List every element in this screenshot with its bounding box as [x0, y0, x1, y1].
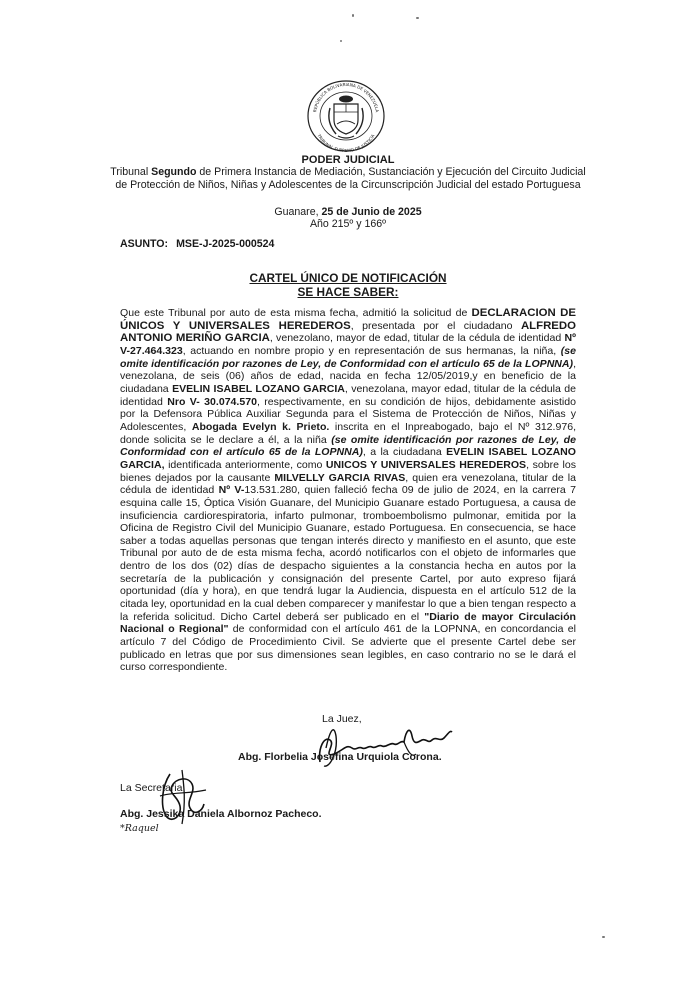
- body-text: , venezolana, mayor edad, titular de la cédula de identidad: [120, 382, 576, 408]
- date-line: [110, 206, 586, 219]
- body-text: , presentada por el ciudadano: [350, 319, 521, 332]
- secretary-label: La Secretaria,: [120, 782, 186, 794]
- secretary-name: Abg. Jessika Daniela Albornoz Pacheco.: [120, 808, 322, 820]
- coat-of-arms-seal-icon: [304, 78, 388, 154]
- body-bold: EVELIN ISABEL LOZANO GARCIA,: [120, 446, 577, 471]
- seal-text-top: REPÚBLICA BOLIVARIANA DE VENEZUELA: [312, 81, 380, 113]
- deceased-name: MILVELLY GARCIA RIVAS: [274, 471, 406, 484]
- body-bold: DECLARACION DE ÚNICOS Y UNIVERSALES HEREDEROS: [120, 307, 576, 332]
- notice-body: [120, 307, 576, 674]
- newspaper-requirement: "Diario de mayor Circulación Nacional o Regional": [120, 610, 576, 636]
- scan-speck: [352, 14, 354, 17]
- body-bold-italic: (se omite identificación por razones de Ley, de Conformidad con el artículo 65 de la LOPNNA): [120, 433, 576, 459]
- notice-title: CARTEL ÚNICO DE NOTIFICACIÓN: [249, 271, 447, 285]
- body-text: identificada anteriormente, como: [164, 458, 326, 471]
- court-bold: Segundo: [151, 166, 197, 178]
- typist-initials: *Raquel: [120, 823, 159, 834]
- asunto: [120, 238, 274, 250]
- asunto-label: ASUNTO:: [120, 238, 169, 250]
- years-line: Año 215º y 166º: [309, 218, 387, 230]
- header-title: PODER JUDICIAL: [301, 154, 395, 166]
- scan-speck: [416, 17, 419, 19]
- body-bold-italic: (se omite identificación por razones de Ley, de Conformidad con el artículo 65 de la LOPNNA): [120, 344, 576, 370]
- scan-speck: [340, 40, 342, 42]
- body-text: Que este Tribunal por auto de esta misma fecha, admitió la solicitud de: [120, 307, 472, 319]
- body-bold: UNICOS Y UNIVERSALES HEREDEROS: [325, 458, 527, 471]
- court-prefix: Tribunal: [110, 166, 152, 178]
- notice-subtitle: SE HACE SABER:: [297, 285, 399, 299]
- body-text: inscrita en el Inpreabogado, bajo el Nº 312.976, donde solicita se le declare a él, a la niña: [120, 420, 577, 446]
- body-text: 13.531.280, quien falleció fecha 09 de julio de 2024, en la carrera 7 esquina calle 15, Óptica Visión Guanare, del Municipio Guanare estado Portuguesa, a causa de insuficiencia cardiorespiratoria, infarto pulmonar, tromboembolismo pulmonar, emitida por la Oficina de Registro Civil del Municipio Guanare, estado Portuguesa. En consecuencia, se hace saber a todas aquellas personas que tengan interés directo y manifiesto en el asunto, que este Tribunal por auto de de esta misma fecha, acordó notificarlos con el objeto de informarles que dentro de los dos (02) días de despacho siguientes a la constancia hecha en autos por la secretaría de la publicación y consignación del presente Cartel, por auto expreso fijará oportunidad (día y hora), en que tendrá lugar la Audiencia, dispuesta en el artículo 512 de la citada ley, oportunidad en la cual deben comparecer y manifestar lo que a bien tengan respecto a la referida solicitud. Dicho Cartel deberá ser publicado en el: [120, 484, 576, 623]
- body-text: , quien era venezolana, titular de la cédula de identidad: [120, 471, 576, 497]
- body-text: , sobre los bienes dejados por la causante: [120, 458, 577, 484]
- beneficiary-name: EVELIN ISABEL LOZANO GARCIA: [172, 382, 345, 395]
- court-name: [110, 166, 586, 191]
- body-text: , venezolano, mayor de edad, titular de la cédula de identidad: [269, 332, 565, 345]
- asunto-value: MSE-J-2025-000524: [176, 238, 275, 250]
- petitioner-id: Nº V-27.464.323: [120, 332, 576, 357]
- scan-speck: [602, 936, 605, 938]
- court-rest: de Primera Instancia de Mediación, Sustanciación y Ejecución del Circuito Judicial de Protección de Niños, Niñas y Adolescentes de la Circunscripción Judicial del estado Portuguesa: [115, 166, 586, 191]
- attorney-name: Abogada Evelyn k. Prieto.: [191, 420, 330, 433]
- body-text: , venezolana, de seis (06) años de edad, nacida en fecha 12/05/2019,y en beneficio de la ciudadana: [120, 357, 576, 395]
- body-text: de conformidad con el artículo 461 de la LOPNNA, en concordancia el artículo 7 del Código de Procedimiento Civil. Se advierte que el presente Cartel debe ser publicado en letras que por sus dimensiones sean legibles, en caso contrario no se le dará el curso correspondiente.: [120, 623, 576, 674]
- body-text: , respectivamente, en su condición de hijos, debidamente asistido por la Defensora Pública Auxiliar Segunda para el Sistema de Protección de Niños, Niñas y Adolescentes,: [120, 395, 576, 433]
- body-text: , actuando en nombre propio y en representación de sus hermanas, la niña,: [182, 344, 561, 357]
- body-bold: Nº V-: [218, 484, 245, 497]
- seal-text-bottom: TRIBUNAL SUPREMO DE JUSTICIA: [316, 133, 376, 154]
- place: Guanare,: [274, 206, 322, 218]
- svg-text:TRIBUNAL SUPREMO DE JUSTICIA: [316, 132, 376, 153]
- date: 25 de Junio de 2025: [321, 206, 422, 218]
- judge-label: La Juez,: [322, 713, 362, 725]
- petitioner-name: ALFREDO ANTONIO MERIÑO GARCIA: [120, 319, 576, 345]
- body-text: , a la ciudadana: [362, 446, 447, 459]
- judge-name: Abg. Florbelia Josefina Urquiola Corona.: [238, 751, 442, 763]
- beneficiary-id: Nro V- 30.074.570: [167, 395, 257, 408]
